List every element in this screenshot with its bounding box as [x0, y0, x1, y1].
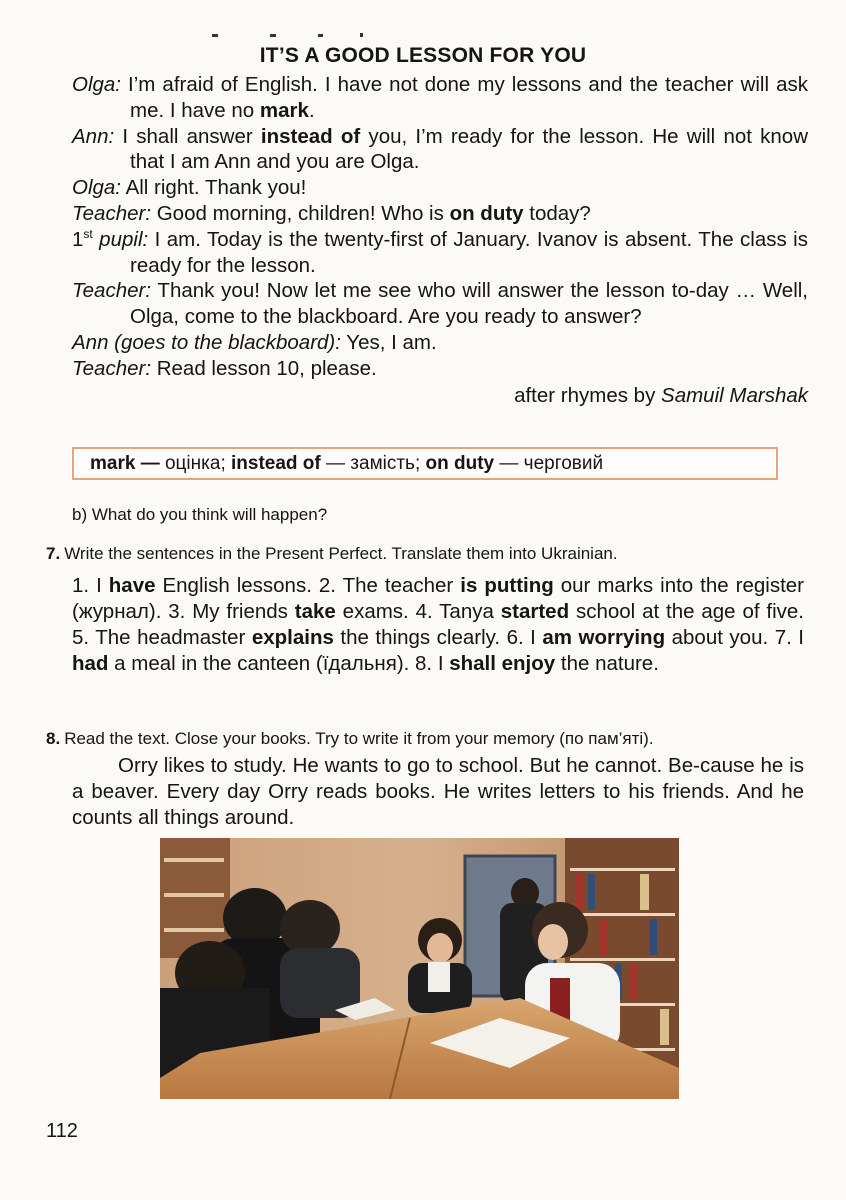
dialog-text: Yes, I am. — [340, 330, 437, 354]
dialog-line — [72, 227, 808, 279]
task7-text: English lessons. 2. The teacher — [155, 574, 461, 597]
vocabulary-box — [72, 447, 778, 480]
task-7-heading — [46, 544, 618, 564]
dialog-text: I’m afraid of English. I have not done my lessons and the teacher will ask me. I have no — [121, 73, 808, 122]
vocab-bold-term: on duty — [425, 453, 495, 474]
dialog-bold-term: instead of — [260, 124, 361, 148]
cropped-previous-line — [200, 30, 380, 40]
task7-bold-term: shall enjoy — [449, 652, 556, 675]
task7-bold-term: am worrying — [542, 626, 666, 649]
task7-text: school at the age of five. 5. The headmaster — [72, 600, 804, 649]
dialog-line — [72, 201, 808, 227]
vocab-text: — замість; — [320, 453, 426, 474]
task7-text: the things clearly. 6. I — [333, 626, 543, 649]
page-number: 112 — [46, 1120, 78, 1142]
task-7-instruction: Write the sentences in the Present Perfect. Translate them into Ukrainian. — [64, 544, 618, 563]
dialog-line — [72, 124, 808, 176]
task7-bold-term: started — [500, 600, 570, 623]
task7-bold-term: explains — [251, 626, 334, 649]
dialog-text: Read lesson 10, please. — [151, 356, 377, 380]
task7-text: the nature. — [555, 652, 659, 675]
lesson-title: IT’S A GOOD LESSON FOR YOU — [259, 44, 587, 67]
dialog-text: . — [308, 98, 315, 122]
task7-bold-term: had — [72, 652, 109, 675]
dialog-bold-term: mark — [259, 98, 309, 122]
task7-text: our marks into the register (журнал). 3. My friends — [72, 574, 805, 623]
dialog-text: I shall answer — [114, 124, 261, 148]
task-8-text: Orry likes to study. He wants to go to school. But he cannot. Be-cause he is a beaver. Every day Orry reads books. He writes letters to his friends. And he counts all things around. — [72, 754, 804, 829]
classroom-photo — [160, 838, 679, 1099]
dialog-line — [72, 278, 808, 330]
dialog-text: today? — [523, 201, 591, 225]
task7-text: exams. 4. Tanya — [335, 600, 501, 623]
dialog-text: Thank you! Now let me see who will answer the lesson to-day … Well, Olga, come to the blackboard. Are you ready to answer? — [130, 279, 808, 329]
task7-bold-term: take — [294, 600, 336, 623]
task7-text: about you. 7. I — [665, 626, 804, 649]
task7-bold-term: have — [108, 574, 156, 597]
credit-line: after rhymes by Samuil Marshak — [514, 383, 808, 407]
task-8-heading — [46, 729, 654, 749]
task-7-number: 7. — [46, 544, 61, 563]
dialog-line — [72, 330, 808, 356]
task7-text: 1. I — [72, 574, 109, 597]
dialog-text: you, I’m ready for the lesson. He will not know that I am Ann and you are Olga. — [130, 124, 808, 174]
speaker-name: Olga: — [72, 73, 121, 96]
task-8-number: 8. — [46, 729, 61, 748]
speaker-name: Ann: — [72, 124, 115, 148]
task-7-sentences — [72, 573, 804, 677]
speaker-name: Olga: — [72, 176, 121, 200]
vocab-bold-term: mark — — [90, 453, 160, 474]
speaker-name: 1st pupil: — [72, 226, 149, 251]
speaker-name: Teacher: — [72, 279, 152, 303]
speaker-name: Teacher: — [72, 356, 152, 380]
dialog-line — [72, 356, 808, 382]
dialog-text: Good morning, children! Who is — [151, 201, 450, 225]
author-name: Samuil Marshak — [661, 383, 808, 407]
dialog-text: I am. Today is the twenty-first of January. Ivanov is absent. The class is ready for the lesson. — [130, 227, 808, 277]
speaker-name: Ann (goes to the blackboard): — [72, 330, 341, 354]
vocab-text: оцінка; — [159, 453, 231, 474]
task-b-question: b) What do you think will happen? — [72, 505, 328, 524]
task-8-instruction: Read the text. Close your books. Try to write it from your memory (по пам’яті). — [64, 729, 654, 748]
task7-text: a meal in the canteen (їдальня). 8. I — [108, 652, 450, 675]
dialog-text: All right. Thank you! — [121, 176, 307, 200]
speaker-name: Teacher: — [72, 201, 152, 225]
vocab-bold-term: instead of — [231, 453, 321, 474]
dialog — [72, 72, 808, 408]
task7-bold-term: is putting — [460, 574, 554, 597]
vocab-text: — черговий — [494, 453, 604, 474]
dialog-line — [72, 72, 808, 124]
dialog-bold-term: on duty — [449, 201, 524, 225]
dialog-line — [72, 175, 808, 201]
